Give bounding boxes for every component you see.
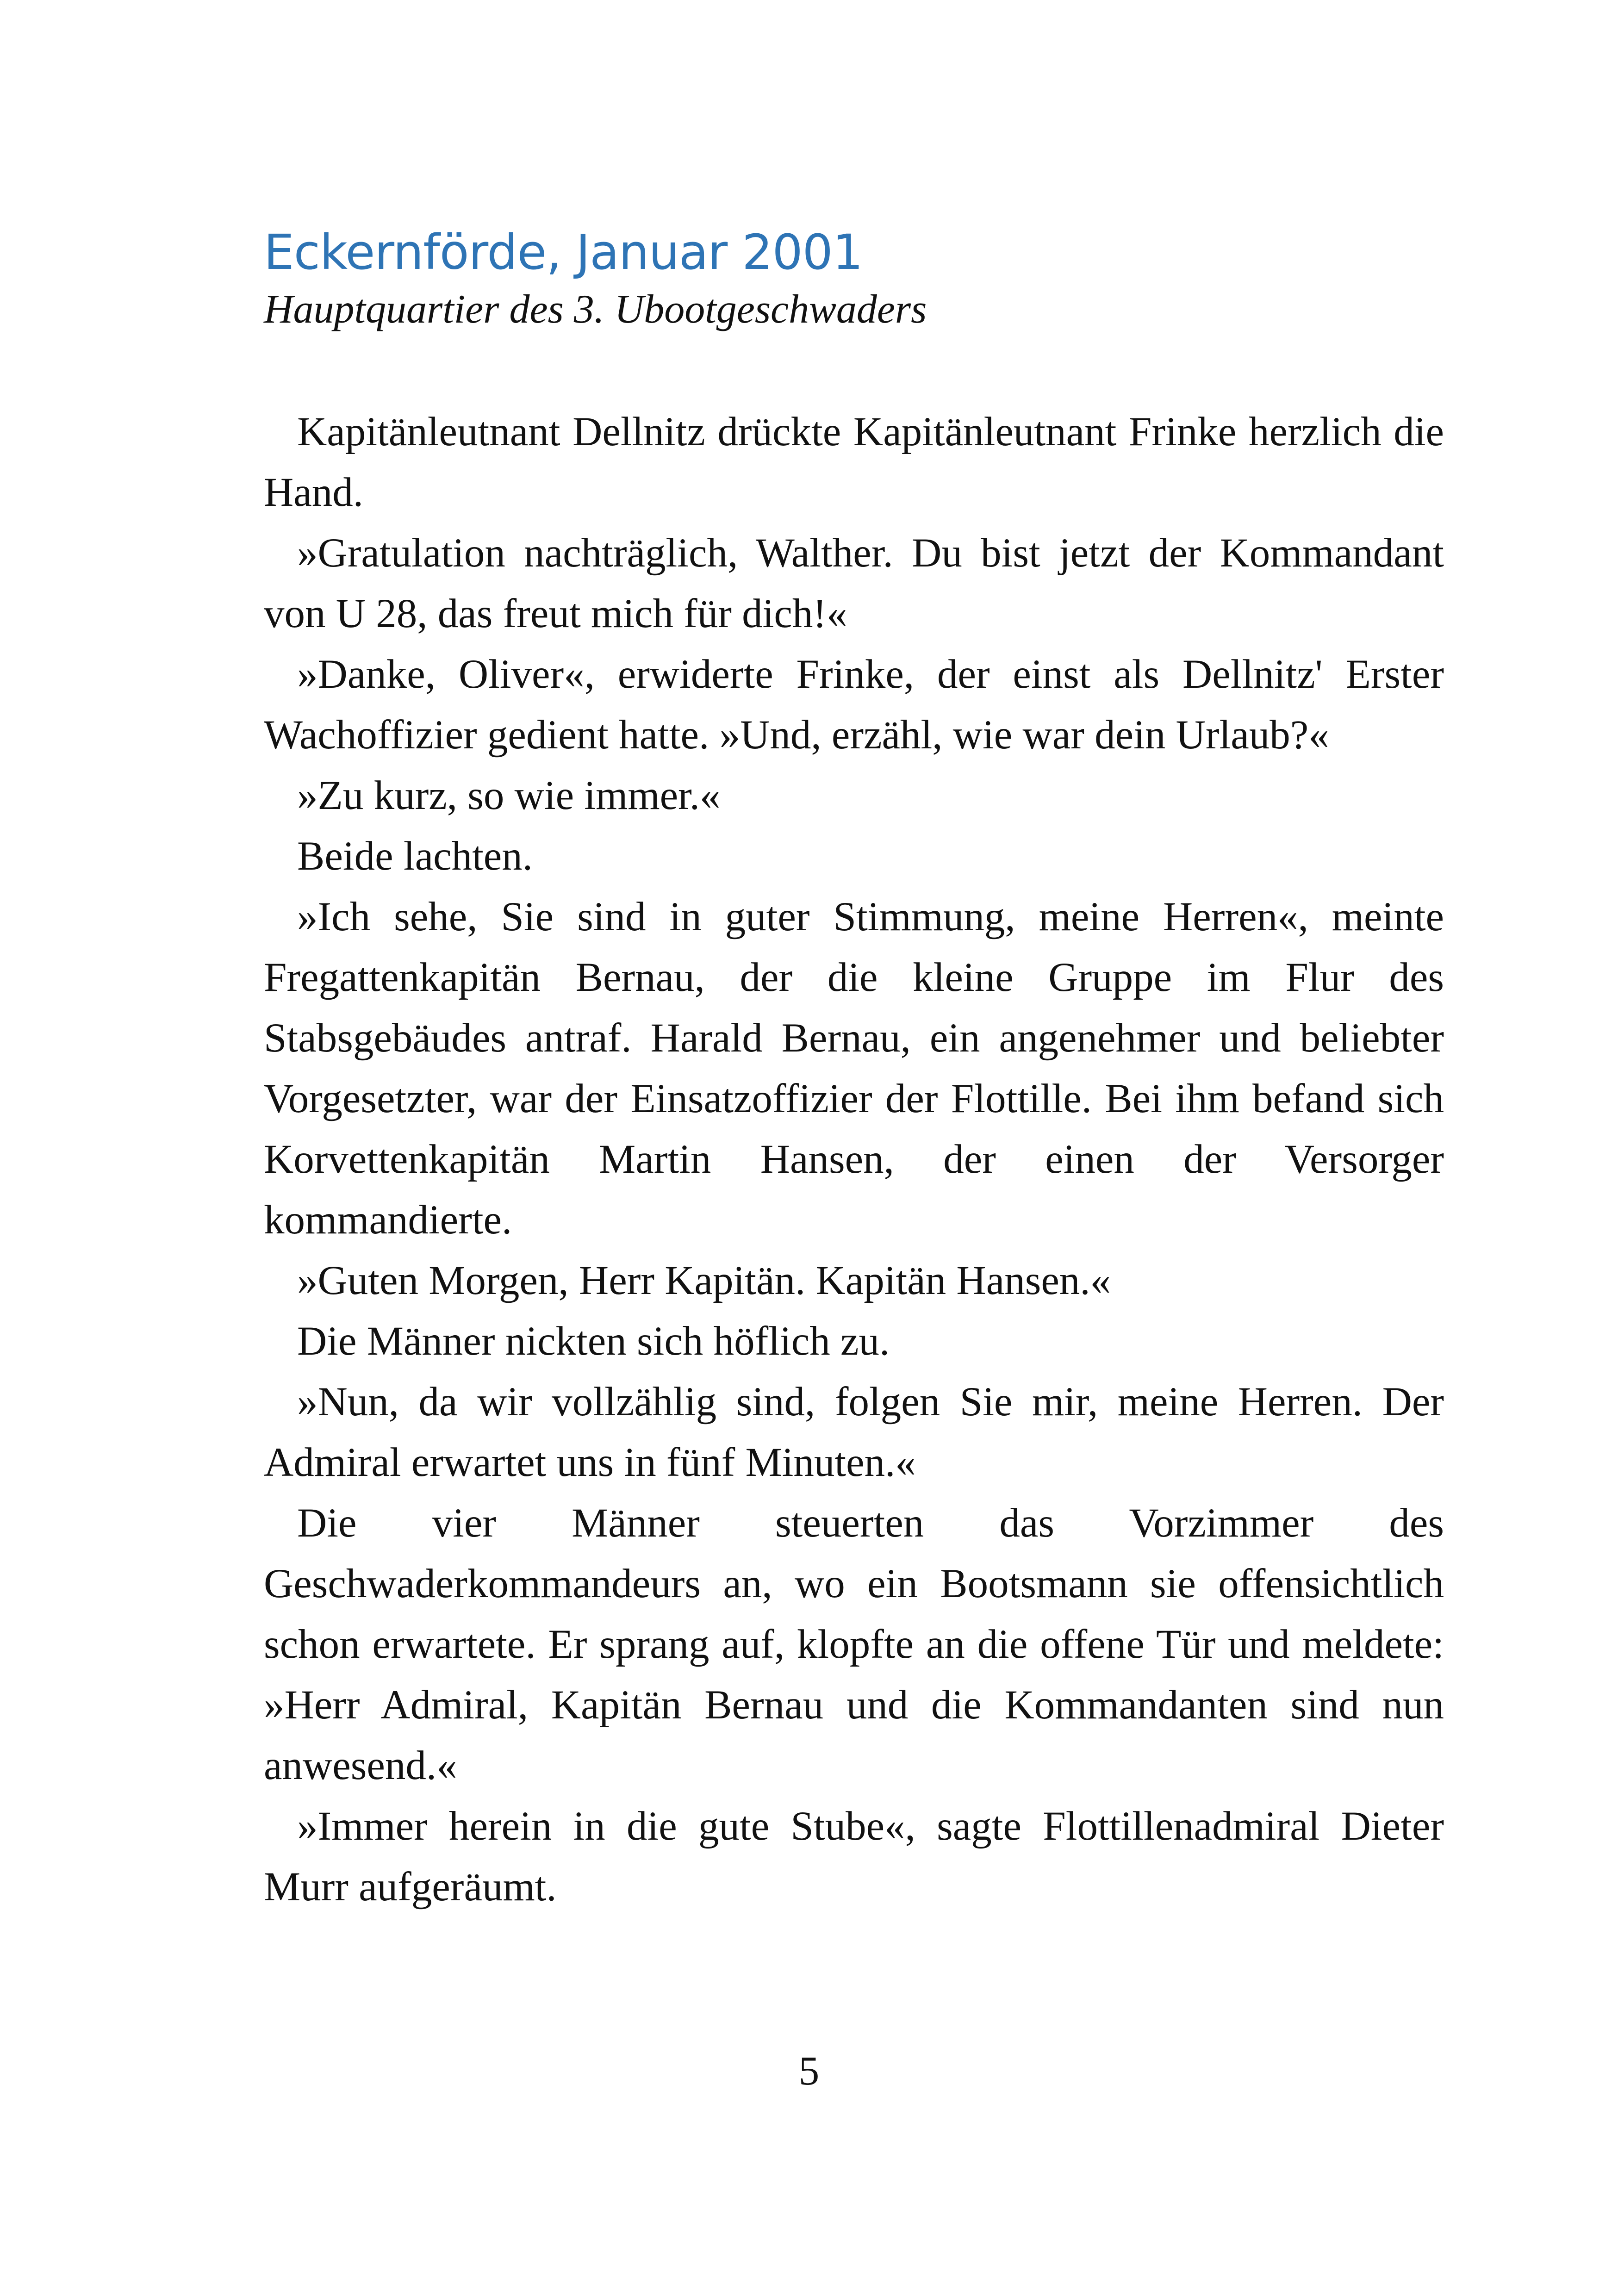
paragraph: »Nun, da wir vollzählig sind, folgen Sie mir, meine Herren. Der Admiral erwartet uns in fünf Minuten.« <box>264 1379 1444 1485</box>
body-text <box>264 402 1444 1917</box>
paragraph: »Guten Morgen, Herr Kapitän. Kapitän Hansen.« <box>297 1258 1111 1303</box>
page-content <box>264 222 1444 1917</box>
paragraph: »Ich sehe, Sie sind in guter Stimmung, meine Herren«, meinte Fregattenkapitän Bernau, der die kleine Gruppe im Flur des Stabsgebäudes antraf. Harald Bernau, ein angenehmer und beliebter Vorgesetzter, war der Einsatzoffizier der Flottille. Bei ihm befand sich Korvettenkapitän Martin Hansen, der einen der Versorger kommandierte. <box>264 894 1444 1243</box>
paragraph: »Danke, Oliver«, erwiderte Frinke, der einst als Dellnitz' Erster Wachoffizier gedient hatte. »Und, erzähl, wie war dein Urlaub?« <box>264 652 1444 758</box>
page-number: 5 <box>798 2048 820 2094</box>
paragraph: »Gratulation nachträglich, Walther. Du bist jetzt der Kommandant von U 28, das freut mich für dich!« <box>264 530 1444 636</box>
paragraph: Beide lachten. <box>297 834 533 879</box>
chapter-title: Eckernförde, Januar 2001 <box>264 224 863 280</box>
paragraph: »Zu kurz, so wie immer.« <box>297 773 721 818</box>
paragraph: Die Männer nickten sich höflich zu. <box>297 1319 890 1364</box>
paragraph: »Immer herein in die gute Stube«, sagte Flottillenadmiral Dieter Murr aufgeräumt. <box>264 1804 1444 1910</box>
chapter-subtitle: Hauptquartier des 3. Ubootgeschwaders <box>264 287 927 332</box>
paragraph: Die vier Männer steuerten das Vorzimmer des Geschwaderkommandeurs an, wo ein Bootsmann sie offensichtlich schon erwartete. Er sprang auf, klopfte an die offene Tür und meldete: »Herr Admiral, Kapitän Bernau und die Kommandanten sind nun anwesend.« <box>264 1500 1444 1788</box>
paragraph: Kapitänleutnant Dellnitz drückte Kapitänleutnant Frinke herzlich die Hand. <box>264 409 1444 515</box>
